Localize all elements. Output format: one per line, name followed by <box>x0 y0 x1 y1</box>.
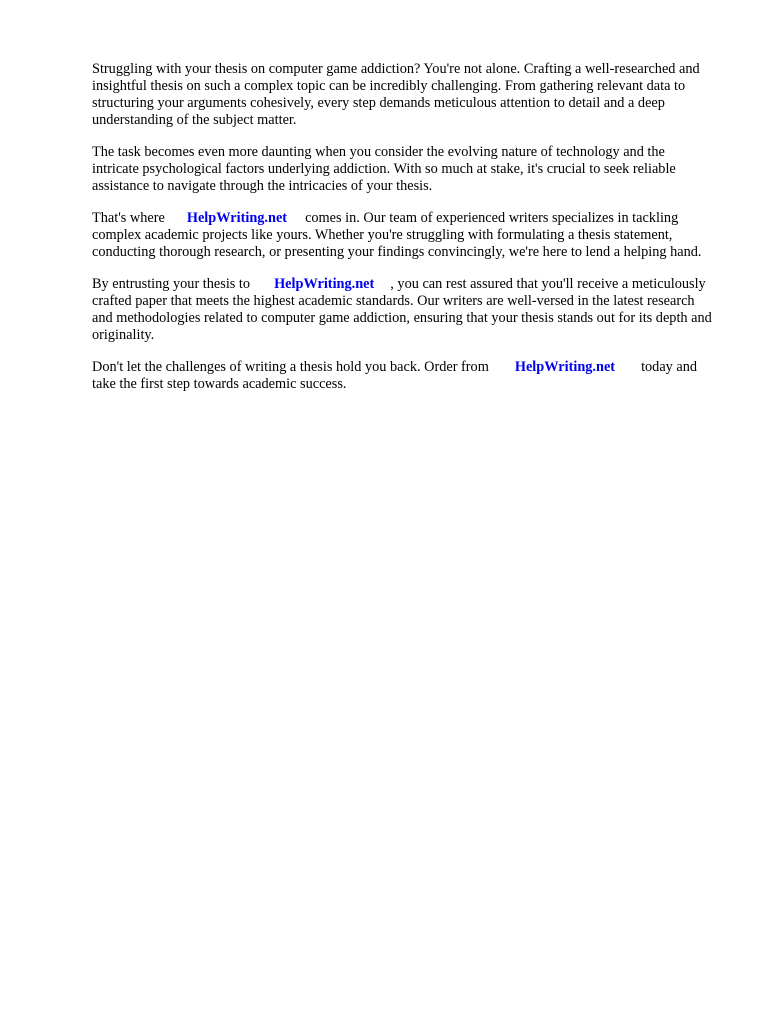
helpwriting-link-2[interactable]: HelpWriting.net <box>274 276 375 292</box>
paragraph-service <box>92 210 714 261</box>
paragraph-challenge: The task becomes even more daunting when you consider the evolving nature of technology and the intricate psychological factors underlying addiction. With so much at stake, it's crucial to seek reliable assistance to navigate through the intricacies of your thesis. <box>92 144 676 194</box>
paragraph-service-lead: That's where <box>92 210 165 226</box>
paragraph-intro: Struggling with your thesis on computer game addiction? You're not alone. Crafting a well-researched and insightful thesis on such a complex topic can be incredibly challenging. From gathering relevant data to structuring your arguments cohesively, every step demands meticulous attention to detail and a deep understanding of the subject matter. <box>92 61 700 128</box>
paragraph-assurance <box>92 276 714 344</box>
paragraph-cta-lead: Don't let the challenges of writing a thesis hold you back. Order from <box>92 359 489 375</box>
paragraph-assurance-lead: By entrusting your thesis to <box>92 276 251 292</box>
paragraph-call-to-action <box>92 359 714 393</box>
helpwriting-link-1[interactable]: HelpWriting.net <box>186 210 288 226</box>
paragraph-assurance-rest: , you can rest assured that you'll receive a meticulously crafted paper that meets the highest academic standards. Our writers are well-versed in the latest research and methodologies related to computer game addiction, ensuring that your thesis stands out for its depth and originality. <box>92 276 712 343</box>
helpwriting-link-3[interactable]: HelpWriting.net <box>514 359 616 375</box>
paragraph-service-rest: comes in. Our team of experienced writers specializes in tackling complex academic projects like yours. Whether you're struggling with formulating a thesis statement, conducting thorough research, or presenting your findings convincingly, we're here to lend a helping hand. <box>92 210 702 260</box>
paragraph-cta-rest: today and take the first step towards academic success. <box>92 359 698 392</box>
document-body <box>92 61 714 408</box>
